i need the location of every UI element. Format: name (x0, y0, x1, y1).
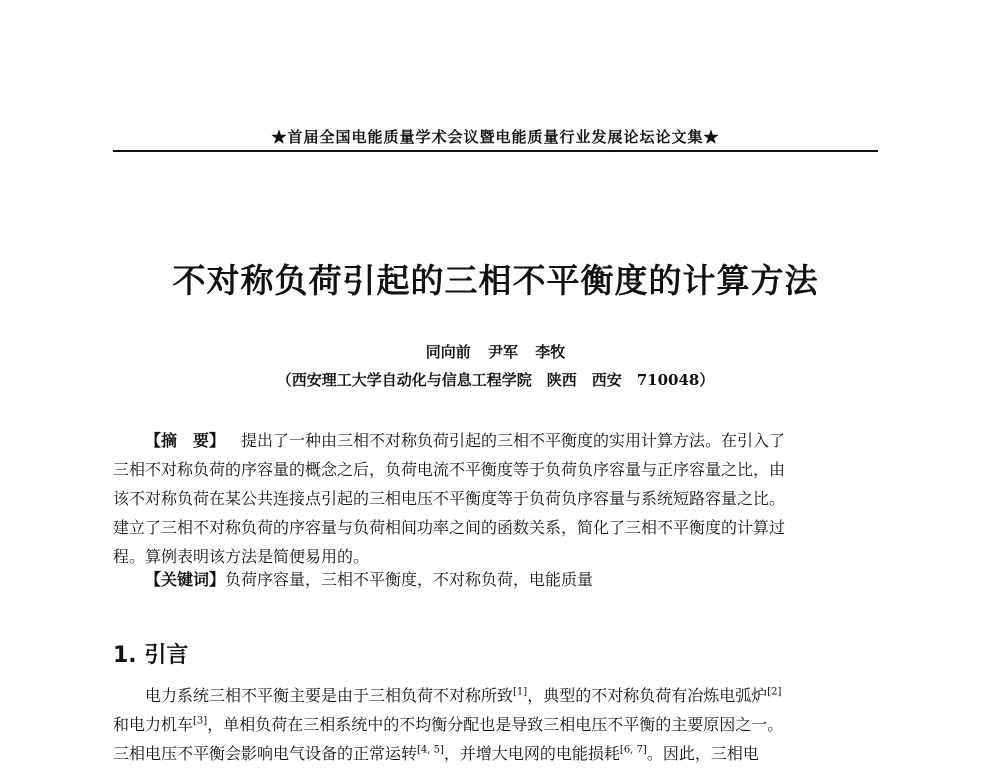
citation: [3] (193, 715, 208, 727)
keywords-label: 【关键词】 (145, 570, 226, 589)
citation: [1] (513, 686, 528, 698)
keywords (145, 567, 878, 590)
abstract-line (113, 426, 878, 455)
body-line (113, 681, 878, 710)
abstract-line: 三相不对称负荷的序容量的概念之后，负荷电流不平衡度等于负荷负序容量与正序容量之比，由 (113, 460, 786, 479)
author-name: 尹军 (487, 343, 518, 361)
author-name: 同向前 (425, 343, 471, 361)
abstract-line: 该不对称负荷在某公共连接点引起的三相电压不平衡度等于负荷负序容量与系统短路容量之比。 (113, 489, 786, 508)
section-body (113, 681, 878, 768)
abstract-line: 建立了三相不对称负荷的序容量与负荷相间功率之间的函数关系，简化了三相不平衡度的计算过 (113, 518, 786, 537)
abstract-line: 程。算例表明该方法是简便易用的。 (113, 547, 370, 566)
citation: [2] (767, 686, 782, 698)
abstract (113, 426, 878, 571)
affiliation: （西安理工大学自动化与信息工程学院 陕西 西安 710048） (276, 371, 715, 389)
section-heading: 1. 引言 (113, 643, 189, 668)
keywords-text: 负荷序容量，三相不平衡度，不对称负荷，电能质量 (225, 570, 594, 589)
citation: [6, 7] (619, 744, 647, 756)
body-line (113, 710, 878, 739)
author-name: 李牧 (535, 343, 566, 361)
body-text: 电力系统三相不平衡主要是由于三相负荷不对称所致 (145, 686, 514, 705)
citation: [4, 5] (417, 744, 444, 756)
paper-title: 不对称负荷引起的三相不平衡度的计算方法 (172, 261, 819, 300)
body-text: 三相电压不平衡会影响电气设备的正常运转 (113, 744, 418, 763)
body-text: 和电力机车 (113, 715, 194, 734)
proceedings-header: ★首届全国电能质量学术会议暨电能质量行业发展论坛论文集★ (271, 128, 720, 146)
body-text: 。因此，三相电 (646, 744, 759, 763)
abstract-text: 提出了一种由三相不对称负荷引起的三相不平衡度的实用计算方法。在引入了 (241, 431, 786, 450)
body-text: ，典型的不对称负荷有冶炼电弧炉 (527, 686, 768, 705)
body-line (113, 739, 878, 768)
body-text: ，单相负荷在三相系统中的不均衡分配也是导致三相电压不平衡的主要原因之一。 (207, 715, 784, 734)
author-list (113, 341, 878, 362)
body-text: ，并增大电网的电能损耗 (443, 744, 620, 763)
abstract-label: 【摘 要】 (145, 431, 226, 450)
header-rule (113, 150, 878, 152)
